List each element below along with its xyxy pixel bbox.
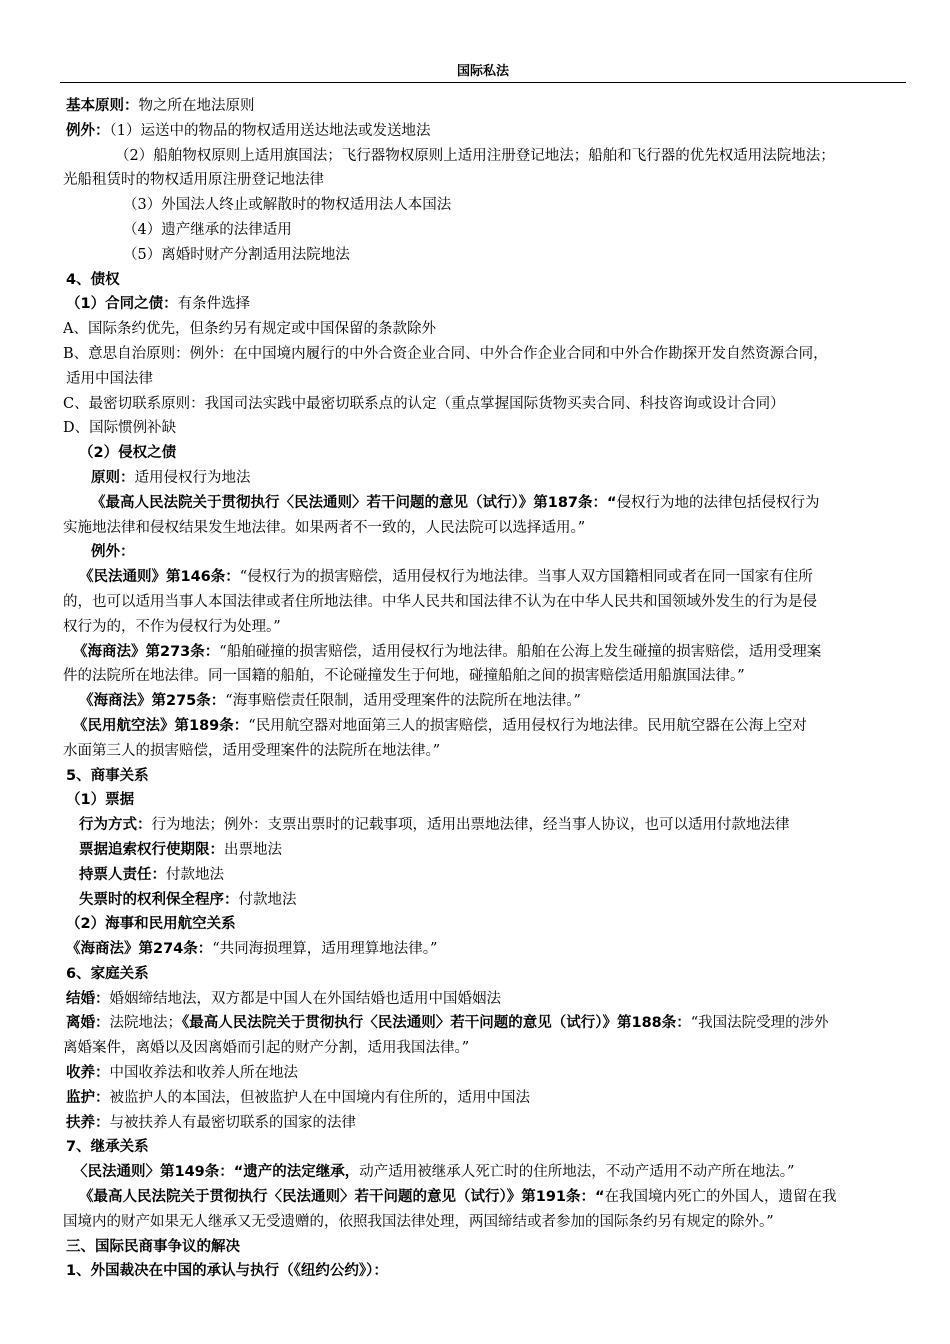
body-text: 动产适用被继承人死亡时的住所地法，不动产适用不动产所在地法。” <box>359 1164 795 1181</box>
page-header-title: 国际私法 <box>456 64 509 79</box>
body-text: （1）运送中的物品的物权适用送达地法或发送地法 <box>109 122 431 139</box>
text-line <box>63 912 909 937</box>
body-text: 光船租赁时的物权适用原注册登记地法律 <box>63 172 324 189</box>
text-line <box>63 416 909 441</box>
body-text: 适用侵权行为地法 <box>134 469 251 486</box>
text-line <box>63 243 909 268</box>
text-line <box>63 1210 909 1235</box>
body-text: “我国法院受理的涉外 <box>690 1015 829 1032</box>
text-line <box>63 1135 909 1160</box>
body-text: “民用航空器对地面第三人的损害赔偿，适用侵权行为地法律。民用航空器在公海上空对 <box>248 717 807 734</box>
bold-text: 监护： <box>66 1089 110 1106</box>
bold-text: （1）票据 <box>66 792 135 809</box>
bold-text: 结婚： <box>66 990 110 1007</box>
text-line <box>63 764 909 789</box>
body-text: 婚姻缔结地法，双方都是中国人在外国结婚也适用中国婚姻法 <box>109 990 501 1007</box>
body-text: 侵权行为地的法律包括侵权行为 <box>616 494 820 511</box>
text-line <box>63 1235 909 1260</box>
text-line <box>63 218 909 243</box>
text-line <box>63 739 909 764</box>
body-text: D、国际惯例补缺 <box>63 420 177 437</box>
bold-text: 7、继承关系 <box>66 1139 149 1156</box>
page-header <box>60 60 906 83</box>
text-line <box>63 962 909 987</box>
text-line <box>63 268 909 293</box>
text-line <box>63 441 909 466</box>
body-text: “海事赔偿责任限制，适用受理案件的法院所在地法律。” <box>225 693 581 710</box>
body-text: 实施地法律和侵权结果发生地法律。如果两者不一致的，人民法院可以选择适用。” <box>63 519 586 536</box>
bold-text: 例外： <box>91 544 135 561</box>
body-text: A、国际条约优先，但条约另有规定或中国保留的条款除外 <box>63 321 436 338</box>
text-line <box>63 615 909 640</box>
text-line <box>63 1061 909 1086</box>
body-text: （2）船舶物权原则上适用旗国法；飞行器物权原则上适用注册登记地法；船舶和飞行器的优先权适用法院地法； <box>115 147 835 164</box>
text-line <box>63 590 909 615</box>
document-body <box>63 94 909 1284</box>
body-text: 件的法院所在地法律。同一国籍的船舶，不论碰撞发生于何地，碰撞船舶之间的损害赔偿适用船旗国法律。” <box>63 668 745 685</box>
body-text: 中国收养法和收养人所在地法 <box>109 1065 298 1082</box>
body-text: “侵权行为的损害赔偿，适用侵权行为地法律。当事人双方国籍相同或者在同一国家有住所 <box>239 569 813 586</box>
body-text: 出票地法 <box>224 841 282 858</box>
body-text: 与被扶养人有最密切联系的国家的法律 <box>109 1114 356 1131</box>
bold-text: 离婚： <box>66 1015 110 1032</box>
text-line <box>63 714 909 739</box>
text-line <box>63 689 909 714</box>
body-text: 水面第三人的损害赔偿，适用受理案件的法院所在地法律。” <box>63 742 441 759</box>
text-line <box>63 491 909 516</box>
bold-text: 《最高人民法院关于贯彻执行〈民法通则〉若干问题的意见（试行）》第188条： <box>182 1015 691 1032</box>
text-line <box>63 1259 909 1284</box>
body-text: 物之所在地法原则 <box>138 98 255 114</box>
bold-text: 行为方式： <box>79 817 152 834</box>
text-line <box>63 1111 909 1136</box>
text-line <box>63 367 909 392</box>
bold-text: 4、债权 <box>66 271 120 288</box>
bold-text: 原则： <box>91 469 135 486</box>
body-text: 法院地法； <box>109 1015 182 1032</box>
body-text: （5）离婚时财产分割适用法院地法 <box>123 246 350 263</box>
body-text: 在我国境内死亡的外国人，遗留在我 <box>604 1189 837 1206</box>
text-line <box>63 466 909 491</box>
bold-text: 基本原则： <box>66 98 139 114</box>
body-text: B、意思自治原则：例外：在中国境内履行的中外合资企业合同、中外合作企业合同和中外合作勘探开发自然资源合同， <box>63 345 828 362</box>
body-text: （3）外国法人终止或解散时的物权适用法人本国法 <box>123 197 452 214</box>
text-line <box>63 292 909 317</box>
text-line <box>63 813 909 838</box>
text-line <box>63 193 909 218</box>
bold-text: 《最高人民法院关于贯彻执行〈民法通则〉若干问题的意见（试行）》第191条：“ <box>79 1189 605 1206</box>
body-text: 有条件选择 <box>177 296 251 313</box>
text-line <box>63 540 909 565</box>
bold-text: 5、商事关系 <box>66 767 149 784</box>
bold-text: 《民法通则》第146条： <box>79 569 240 586</box>
text-line <box>63 516 909 541</box>
text-line <box>63 987 909 1012</box>
text-line <box>63 1160 909 1185</box>
text-line <box>63 144 909 169</box>
bold-text: 《海商法》第273条： <box>73 643 220 660</box>
text-line <box>63 94 909 119</box>
bold-text: 6、家庭关系 <box>66 965 149 982</box>
text-line <box>63 342 909 367</box>
body-text: 的，也可以适用当事人本国法律或者住所地法律。中华人民共和国法律不认为在中华人民共和国领域外发生的行为是侵 <box>63 593 817 610</box>
text-line <box>63 1036 909 1061</box>
text-line <box>63 664 909 689</box>
bold-text: （2）海事和民用航空关系 <box>66 916 236 933</box>
body-text: （4）遗产继承的法律适用 <box>123 221 292 238</box>
bold-text: 〈民法通则〉第149条：“遗产的法定继承， <box>73 1164 360 1181</box>
bold-text: 三、国际民商事争议的解决 <box>66 1238 240 1255</box>
bold-text: 收养： <box>66 1065 110 1082</box>
bold-text: 失票时的权利保全程序： <box>79 891 239 908</box>
bold-text: 《最高人民法院关于贯彻执行〈民法通则〉若干问题的意见（试行）》第187条：“ <box>91 494 617 511</box>
bold-text: 1、外国裁决在中国的承认与执行（《纽约公约》）： <box>66 1263 388 1280</box>
text-line <box>63 119 909 144</box>
body-text: C、最密切联系原则：我国司法实践中最密切联系点的认定（重点掌握国际货物买卖合同、科技咨询或设计合同） <box>63 395 785 412</box>
text-line <box>63 168 909 193</box>
bold-text: 《民用航空法》第189条： <box>73 717 249 734</box>
body-text: 离婚案件，离婚以及因离婚而引起的财产分割，适用我国法律。” <box>63 1040 470 1057</box>
body-text: 适用中国法律 <box>66 370 153 387</box>
bold-text: 持票人责任： <box>79 866 166 883</box>
text-line <box>63 640 909 665</box>
text-line <box>63 1011 909 1036</box>
bold-text: （2）侵权之债 <box>79 445 177 462</box>
body-text: 权行为的，不作为侵权行为处理。” <box>63 618 281 635</box>
text-line <box>63 392 909 417</box>
text-line <box>63 863 909 888</box>
bold-text: 《海商法》第274条： <box>66 941 213 958</box>
body-text: 付款地法 <box>166 866 224 883</box>
body-text: 国境内的财产如果无人继承又无受遗赠的，依照我国法律处理，两国缔结或者参加的国际条约另有规定的除外。” <box>63 1213 774 1230</box>
bold-text: 《海商法》第275条： <box>79 693 226 710</box>
bold-text: （1）合同之债： <box>66 296 178 313</box>
body-text: 付款地法 <box>238 891 297 908</box>
text-line <box>63 788 909 813</box>
text-line <box>63 565 909 590</box>
body-text: “共同海损理算，适用理算地法律。” <box>212 941 438 958</box>
bold-text: 扶养： <box>66 1114 110 1131</box>
text-line <box>63 838 909 863</box>
body-text: 行为地法；例外：支票出票时的记载事项，适用出票地法律，经当事人协议，也可以适用付款地法律 <box>151 817 790 834</box>
text-line <box>63 888 909 913</box>
body-text: “船舶碰撞的损害赔偿，适用侵权行为地法律。船舶在公海上发生碰撞的损害赔偿，适用受理案 <box>219 643 822 660</box>
bold-text: 票据追索权行使期限： <box>79 841 224 858</box>
text-line <box>63 1185 909 1210</box>
bold-text: 例外： <box>66 122 110 139</box>
body-text: 被监护人的本国法，但被监护人在中国境内有住所的，适用中国法 <box>109 1089 530 1106</box>
text-line <box>63 937 909 962</box>
text-line <box>63 317 909 342</box>
text-line <box>63 1086 909 1111</box>
